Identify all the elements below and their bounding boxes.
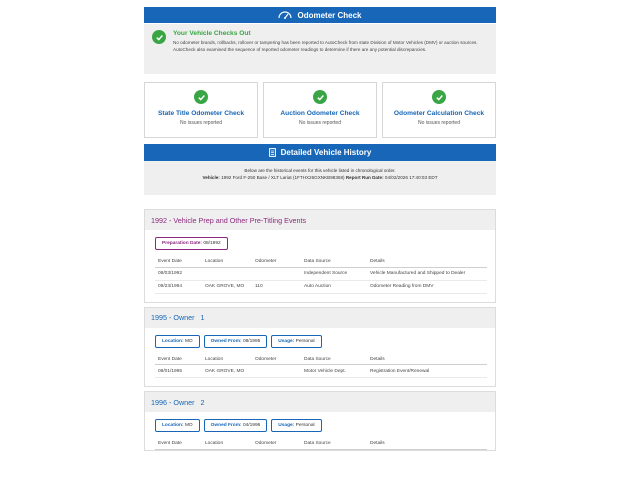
history-title: Detailed Vehicle History: [280, 148, 372, 157]
chip-key: Usage:: [278, 423, 295, 428]
table-row: [155, 280, 487, 293]
cell-location: OAK GROVE, MO: [205, 280, 255, 293]
chip-key: Owned From:: [210, 338, 242, 344]
check-card-state-title: [144, 82, 258, 138]
check-card-status: No issues reported: [299, 120, 341, 126]
odometer-check-cards: [144, 82, 496, 138]
chip-value: 08/1992: [203, 241, 221, 246]
cell-event-date: 08/03/1992: [155, 267, 205, 280]
section-title: 1995 - Owner 1: [145, 308, 495, 328]
summary-body: No odometer brands, rollbacks, rollover or tampering has been reported to AutoCheck from state Division of Motor Vehicles (DMV) or auction sources. AutoCheck also examined the sequence of reported odometer readings to determine if there are any potential discrepancies.: [173, 40, 478, 52]
table-header-row: [155, 439, 487, 449]
intro-text: Below are the historical events for this vehicle listed in chronological order.: [244, 168, 396, 173]
table-row: [155, 267, 487, 280]
cell-event-date: 08/01/1995: [155, 365, 205, 378]
column-header: Location: [205, 439, 255, 449]
history-intro: [144, 161, 496, 195]
vehicle-value: 1992 Ford F-250 Base / XLT Lariat (1FTHX26GXNKB98368): [221, 175, 345, 180]
table-header-row: [155, 257, 487, 267]
section-chips: [145, 328, 495, 348]
column-header: Event Date: [155, 257, 205, 267]
preparation-date-chip: [155, 237, 228, 250]
column-header: Odometer: [255, 257, 304, 267]
cell-data-source: Motor Vehicle Dept.: [304, 365, 370, 378]
chip-value: MO: [184, 338, 193, 344]
column-header: Odometer: [255, 439, 304, 449]
cell-data-source: Independent Source: [304, 267, 370, 280]
column-header: Details: [370, 439, 487, 449]
vehicle-line: [144, 174, 496, 181]
events-table: [155, 257, 487, 294]
chip-value: 08/1995: [242, 338, 261, 344]
summary-title: Your Vehicle Checks Out: [173, 30, 251, 37]
history-section-pretitling: [144, 209, 496, 303]
check-card-status: No issues reported: [180, 120, 222, 126]
check-card-title: Odometer Calculation Check: [393, 110, 485, 117]
run-date-value: 04/02/2026 17:40:03 EDT: [384, 175, 438, 180]
check-card-calculation: [382, 82, 496, 138]
column-header: Event Date: [155, 355, 205, 365]
cell-details: Registration Event/Renewal: [370, 365, 487, 378]
chip-value: 04/1996: [242, 423, 261, 428]
odometer-check-header: [144, 7, 496, 23]
location-chip: [155, 419, 200, 432]
cell-details: Vehicle Manufactured and Shipped to Dealer: [370, 267, 487, 280]
vehicle-label: Vehicle:: [202, 175, 220, 180]
table-header-row: [155, 355, 487, 365]
table-row: [155, 365, 487, 378]
cell-odometer: 110: [255, 280, 304, 293]
speedometer-icon: [278, 11, 292, 19]
check-circle-icon: [432, 90, 446, 104]
chip-value: Personal: [295, 338, 315, 344]
section-title: 1996 - Owner 2: [145, 392, 495, 412]
run-date-label: Report Run Date:: [345, 175, 384, 180]
cell-location: OAK GROVE, MO: [205, 365, 255, 378]
history-header: [144, 144, 496, 161]
check-circle-icon: [152, 30, 166, 44]
section-title: 1992 - Vehicle Prep and Other Pre-Titling Events: [145, 210, 495, 230]
usage-chip: [271, 419, 321, 432]
history-section-owner-2: [144, 391, 496, 451]
column-header: Odometer: [255, 355, 304, 365]
column-header: Event Date: [155, 439, 205, 449]
history-section-owner-1: [144, 307, 496, 388]
document-icon: [269, 148, 276, 157]
chip-value: MO: [184, 423, 193, 428]
column-header: Details: [370, 355, 487, 365]
check-card-status: No issues reported: [418, 120, 460, 126]
cell-details: Odometer Reading from DMV: [370, 280, 487, 293]
column-header: Data Source: [304, 355, 370, 365]
section-chips: [145, 230, 495, 250]
check-card-auction: [263, 82, 377, 138]
cell-data-source: Auto Auction: [304, 280, 370, 293]
section-chips: [145, 412, 495, 432]
check-circle-icon: [313, 90, 327, 104]
chip-key: Usage:: [278, 338, 295, 344]
chip-value: Personal: [295, 423, 315, 428]
cell-event-date: 09/23/1994: [155, 280, 205, 293]
summary-panel: [144, 24, 496, 74]
owned-from-chip: [204, 419, 268, 432]
events-table: [155, 439, 487, 450]
column-header: Location: [205, 355, 255, 365]
check-card-title: Auction Odometer Check: [280, 110, 360, 117]
column-header: Data Source: [304, 439, 370, 449]
column-header: Details: [370, 257, 487, 267]
cell-odometer: [255, 365, 304, 378]
chip-key: Location:: [162, 338, 184, 344]
check-circle-icon: [194, 90, 208, 104]
cell-location: [205, 267, 255, 280]
chip-key: Owned From:: [210, 423, 242, 428]
events-table: [155, 355, 487, 379]
report: [144, 7, 496, 451]
location-chip: [155, 335, 200, 348]
chip-key: Location:: [162, 423, 184, 428]
check-card-title: State Title Odometer Check: [158, 110, 244, 117]
cell-odometer: [255, 267, 304, 280]
chip-key: Preparation Date:: [162, 241, 202, 246]
owned-from-chip: [204, 335, 268, 348]
odometer-check-title: Odometer Check: [297, 10, 362, 20]
column-header: Data Source: [304, 257, 370, 267]
column-header: Location: [205, 257, 255, 267]
usage-chip: [271, 335, 321, 348]
